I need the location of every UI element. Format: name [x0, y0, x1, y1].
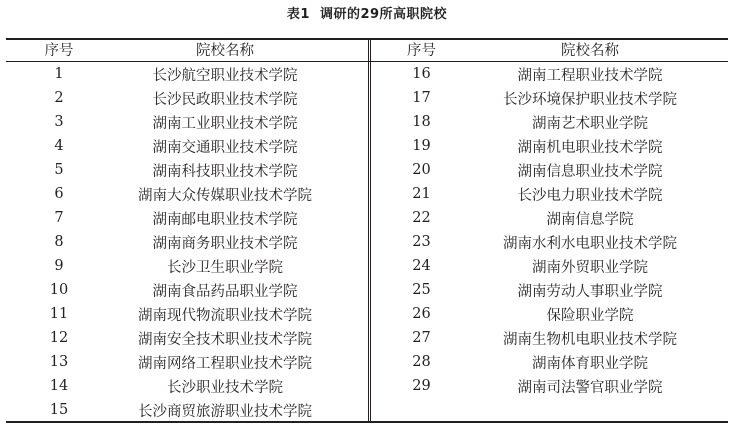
table-row: [6, 134, 368, 158]
serial-number-cell: 12: [49, 330, 69, 346]
serial-number-cell: 28: [412, 354, 431, 370]
serial-number-cell: 27: [412, 330, 431, 346]
school-name-cell: 湖南司法警官职业学院: [517, 379, 663, 396]
serial-number-cell: 19: [412, 138, 431, 154]
serial-number-cell: 25: [412, 282, 431, 298]
table-row: [6, 110, 368, 134]
school-name-cell: 湖南邮电职业技术学院: [152, 211, 298, 228]
table-number: 表1: [286, 7, 310, 22]
table-row: [371, 206, 728, 230]
school-name-cell: 长沙卫生职业学院: [167, 259, 283, 276]
school-name-cell: 湖南水利水电职业技术学院: [503, 235, 677, 252]
school-name-cell: 长沙商贸旅游职业技术学院: [138, 403, 312, 420]
serial-number-cell: 20: [412, 162, 431, 178]
school-name-cell: 长沙职业技术学院: [167, 379, 283, 396]
serial-number-cell: 2: [54, 90, 64, 106]
right-table-body: [371, 62, 728, 398]
school-name-cell: 长沙航空职业技术学院: [152, 67, 298, 84]
school-name-cell: 保险职业学院: [546, 307, 634, 324]
school-name-cell: 湖南生物机电职业技术学院: [503, 331, 677, 348]
table-row: [371, 302, 728, 326]
table-row: [6, 182, 368, 206]
serial-number-cell: 3: [54, 114, 64, 130]
left-table-body: [6, 62, 368, 422]
left-table-panel: [6, 38, 368, 422]
table-row: [6, 302, 368, 326]
school-name-cell: 湖南工程职业技术学院: [517, 67, 663, 84]
school-name-cell: 湖南外贸职业学院: [532, 259, 648, 276]
table-row: [6, 62, 368, 86]
school-name-cell: 湖南大众传媒职业技术学院: [138, 187, 312, 204]
serial-number-cell: 4: [54, 138, 64, 154]
table-row: [371, 326, 728, 350]
school-name-cell: 湖南科技职业技术学院: [152, 163, 298, 180]
header-school-name: 院校名称: [196, 43, 254, 59]
school-name-cell: 湖南机电职业技术学院: [517, 139, 663, 156]
school-name-cell: 长沙民政职业技术学院: [152, 91, 298, 108]
table-row: [371, 158, 728, 182]
serial-number-cell: 5: [54, 162, 64, 178]
school-name-cell: 长沙环境保护职业技术学院: [503, 91, 677, 108]
table-row: [6, 374, 368, 398]
table-row: [371, 254, 728, 278]
table-header-row: [371, 38, 728, 61]
serial-number-cell: 6: [54, 186, 64, 202]
serial-number-cell: 29: [412, 378, 431, 394]
header-serial-number: 序号: [44, 43, 74, 59]
school-name-cell: 湖南食品药品职业学院: [152, 283, 298, 300]
serial-number-cell: 13: [49, 354, 69, 370]
table-header-row: [6, 38, 368, 61]
table-row: [371, 86, 728, 110]
table-row: [371, 62, 728, 86]
table-row: [6, 278, 368, 302]
serial-number-cell: 10: [49, 282, 69, 298]
table-row: [371, 278, 728, 302]
serial-number-cell: 8: [54, 234, 64, 250]
serial-number-cell: 21: [412, 186, 431, 202]
school-name-cell: 湖南网络工程职业技术学院: [138, 355, 312, 372]
table-row: [371, 182, 728, 206]
header-school-name: 院校名称: [561, 43, 619, 59]
table-row: [6, 230, 368, 254]
table-row: [371, 230, 728, 254]
table-row: [6, 206, 368, 230]
right-table-panel: [371, 38, 728, 398]
serial-number-cell: 14: [49, 378, 69, 394]
serial-number-cell: 16: [412, 66, 431, 82]
table-row: [6, 326, 368, 350]
serial-number-cell: 24: [412, 258, 431, 274]
serial-number-cell: 11: [49, 306, 69, 322]
table-row: [371, 134, 728, 158]
header-serial-number: 序号: [407, 43, 436, 59]
serial-number-cell: 23: [412, 234, 431, 250]
serial-number-cell: 1: [54, 66, 64, 82]
school-name-cell: 湖南现代物流职业技术学院: [138, 307, 312, 324]
table-row: [371, 110, 728, 134]
school-name-cell: 湖南工业职业技术学院: [152, 115, 298, 132]
serial-number-cell: 9: [54, 258, 64, 274]
school-name-cell: 湖南体育职业学院: [532, 355, 648, 372]
table-row: [6, 350, 368, 374]
serial-number-cell: 7: [54, 210, 64, 226]
table-caption: [0, 6, 734, 24]
school-name-cell: 湖南劳动人事职业学院: [517, 283, 663, 300]
table-title: 调研的29所高职院校: [319, 7, 448, 22]
serial-number-cell: 17: [412, 90, 431, 106]
school-name-cell: 湖南交通职业技术学院: [152, 139, 298, 156]
school-name-cell: 长沙电力职业技术学院: [517, 187, 663, 204]
school-name-cell: 湖南信息学院: [546, 211, 634, 228]
table-row: [371, 350, 728, 374]
school-name-cell: 湖南安全技术职业技术学院: [138, 331, 312, 348]
school-name-cell: 湖南艺术职业学院: [532, 115, 648, 132]
serial-number-cell: 18: [412, 114, 431, 130]
table-row: [6, 86, 368, 110]
school-name-cell: 湖南信息职业技术学院: [517, 163, 663, 180]
table-row: [6, 254, 368, 278]
serial-number-cell: 26: [412, 306, 431, 322]
table-row: [6, 158, 368, 182]
school-name-cell: 湖南商务职业技术学院: [152, 235, 298, 252]
serial-number-cell: 22: [412, 210, 431, 226]
table-row: [6, 398, 368, 422]
serial-number-cell: 15: [49, 402, 69, 418]
table-row: [371, 374, 728, 398]
